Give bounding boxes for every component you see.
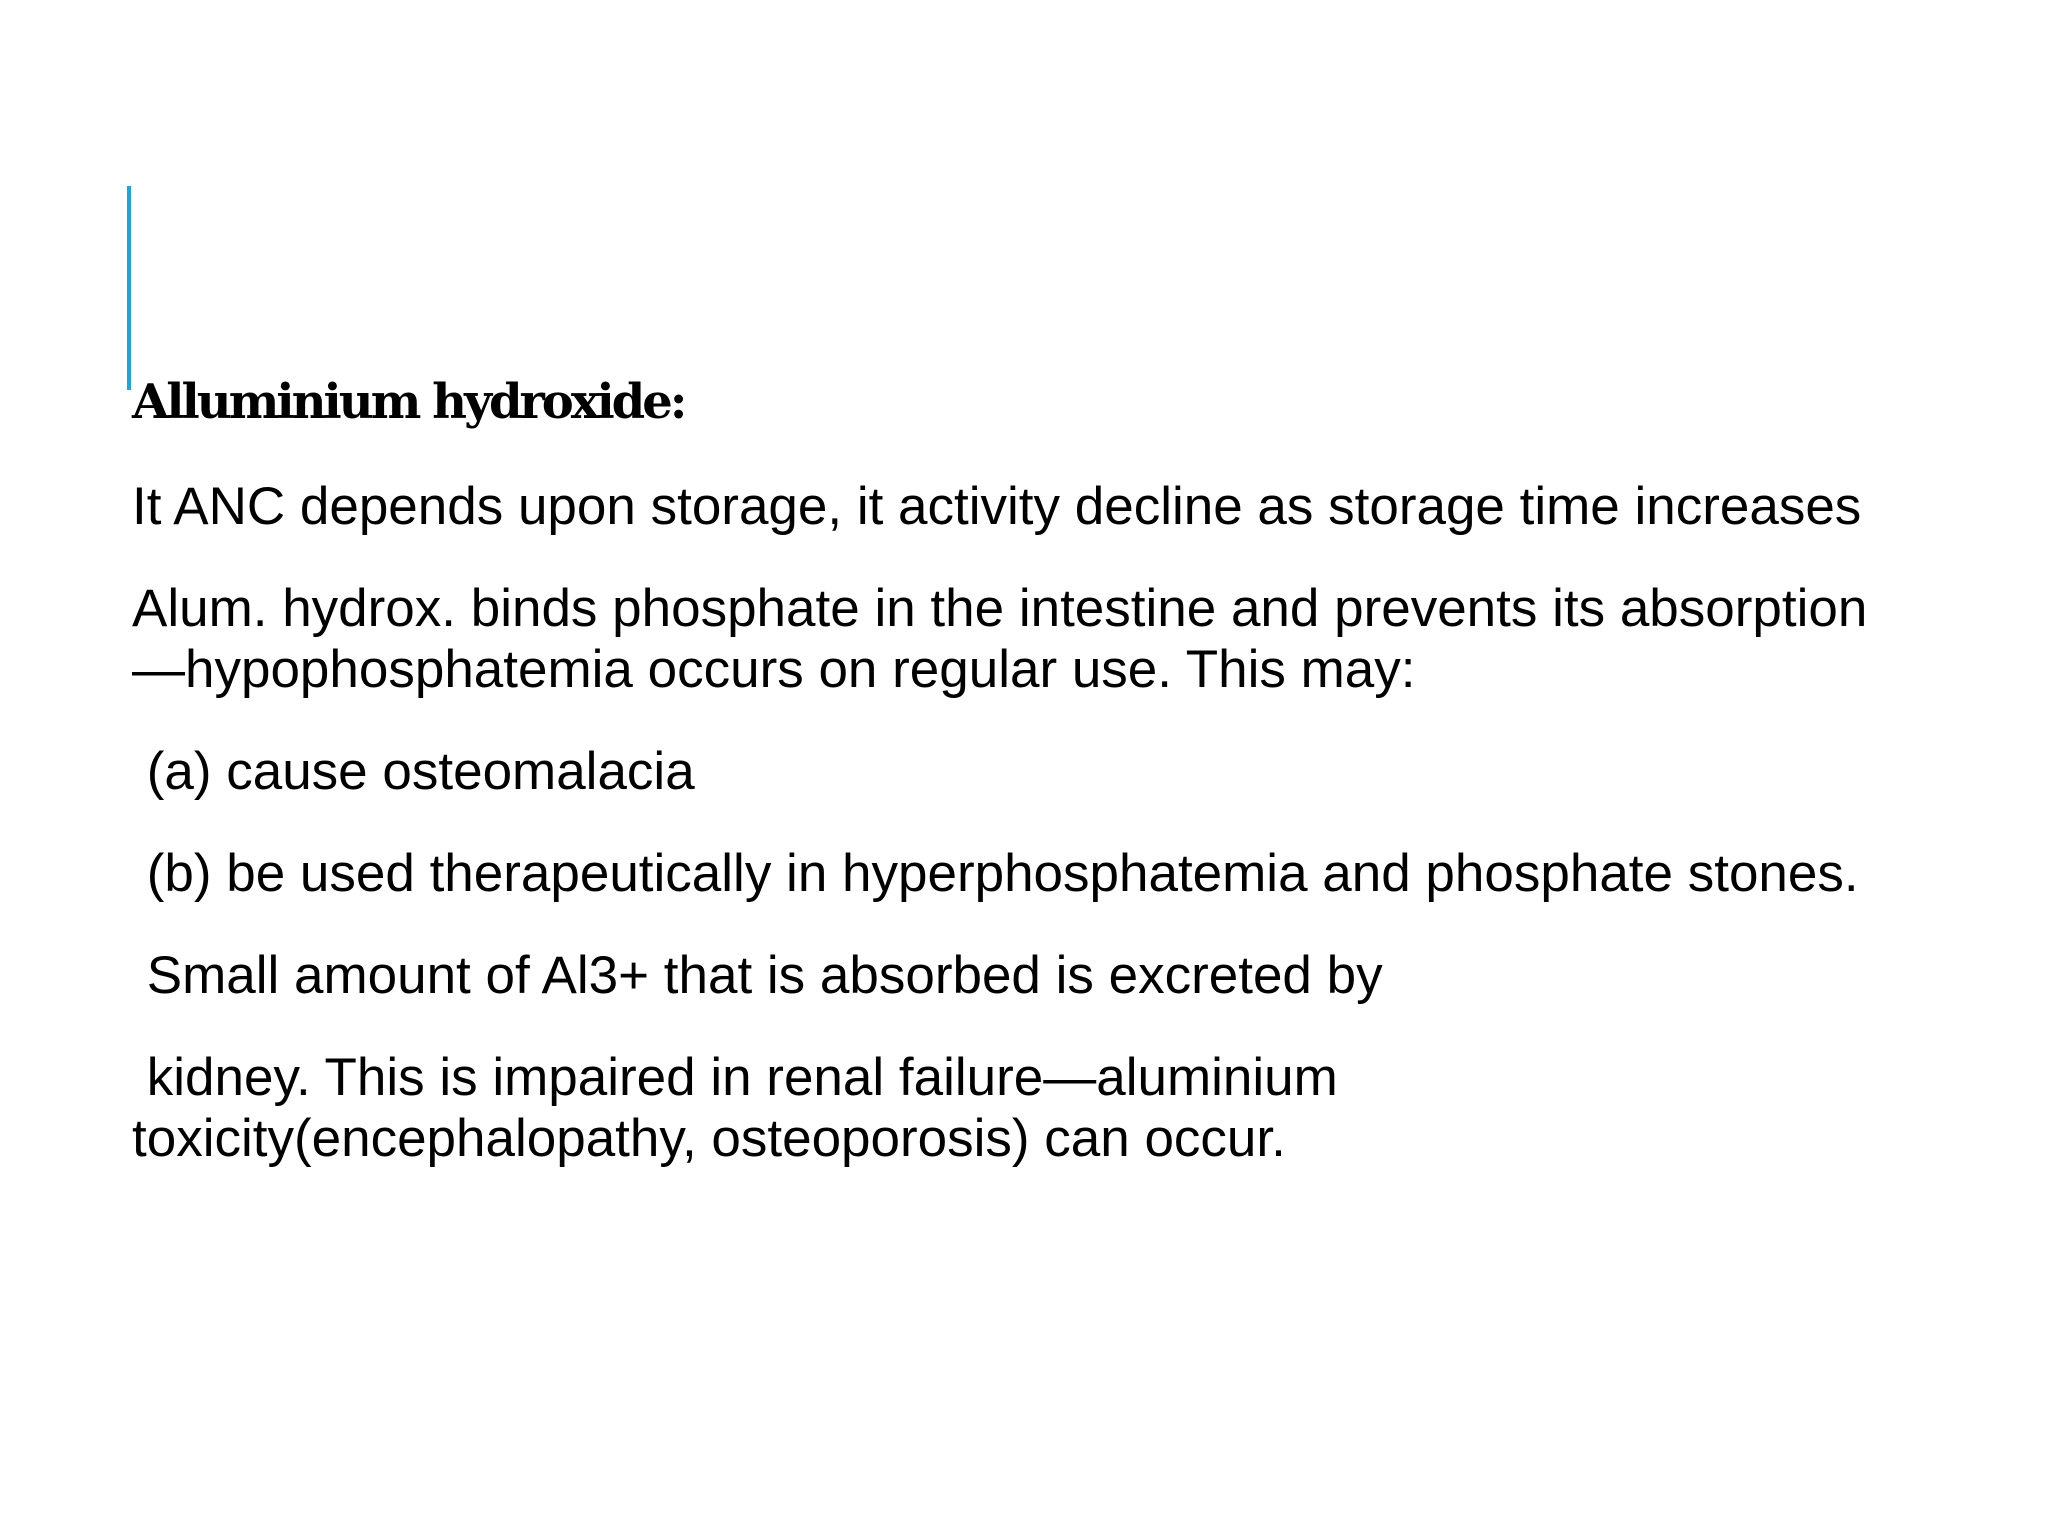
accent-bar	[127, 186, 131, 390]
slide-title: Alluminium hydroxide:	[132, 374, 685, 430]
slide-body	[132, 476, 1912, 1210]
paragraph-phosphate-binding: Alum. hydrox. binds phosphate in the intestine and prevents its absorption—hypophosphatemia occurs on regular use. This may:	[132, 579, 1868, 699]
paragraph-osteomalacia: (a) cause osteomalacia	[132, 742, 695, 801]
paragraph-renal-failure: kidney. This is impaired in renal failure—aluminium toxicity(encephalopathy, osteoporosis) can occur.	[132, 1048, 1353, 1168]
paragraph-storage: It ANC depends upon storage, it activity decline as storage time increases	[132, 477, 1862, 536]
paragraph-therapeutic-use: (b) be used therapeutically in hyperphosphatemia and phosphate stones.	[132, 844, 1859, 903]
paragraph-absorption: Small amount of Al3+ that is absorbed is excreted by	[132, 946, 1383, 1005]
